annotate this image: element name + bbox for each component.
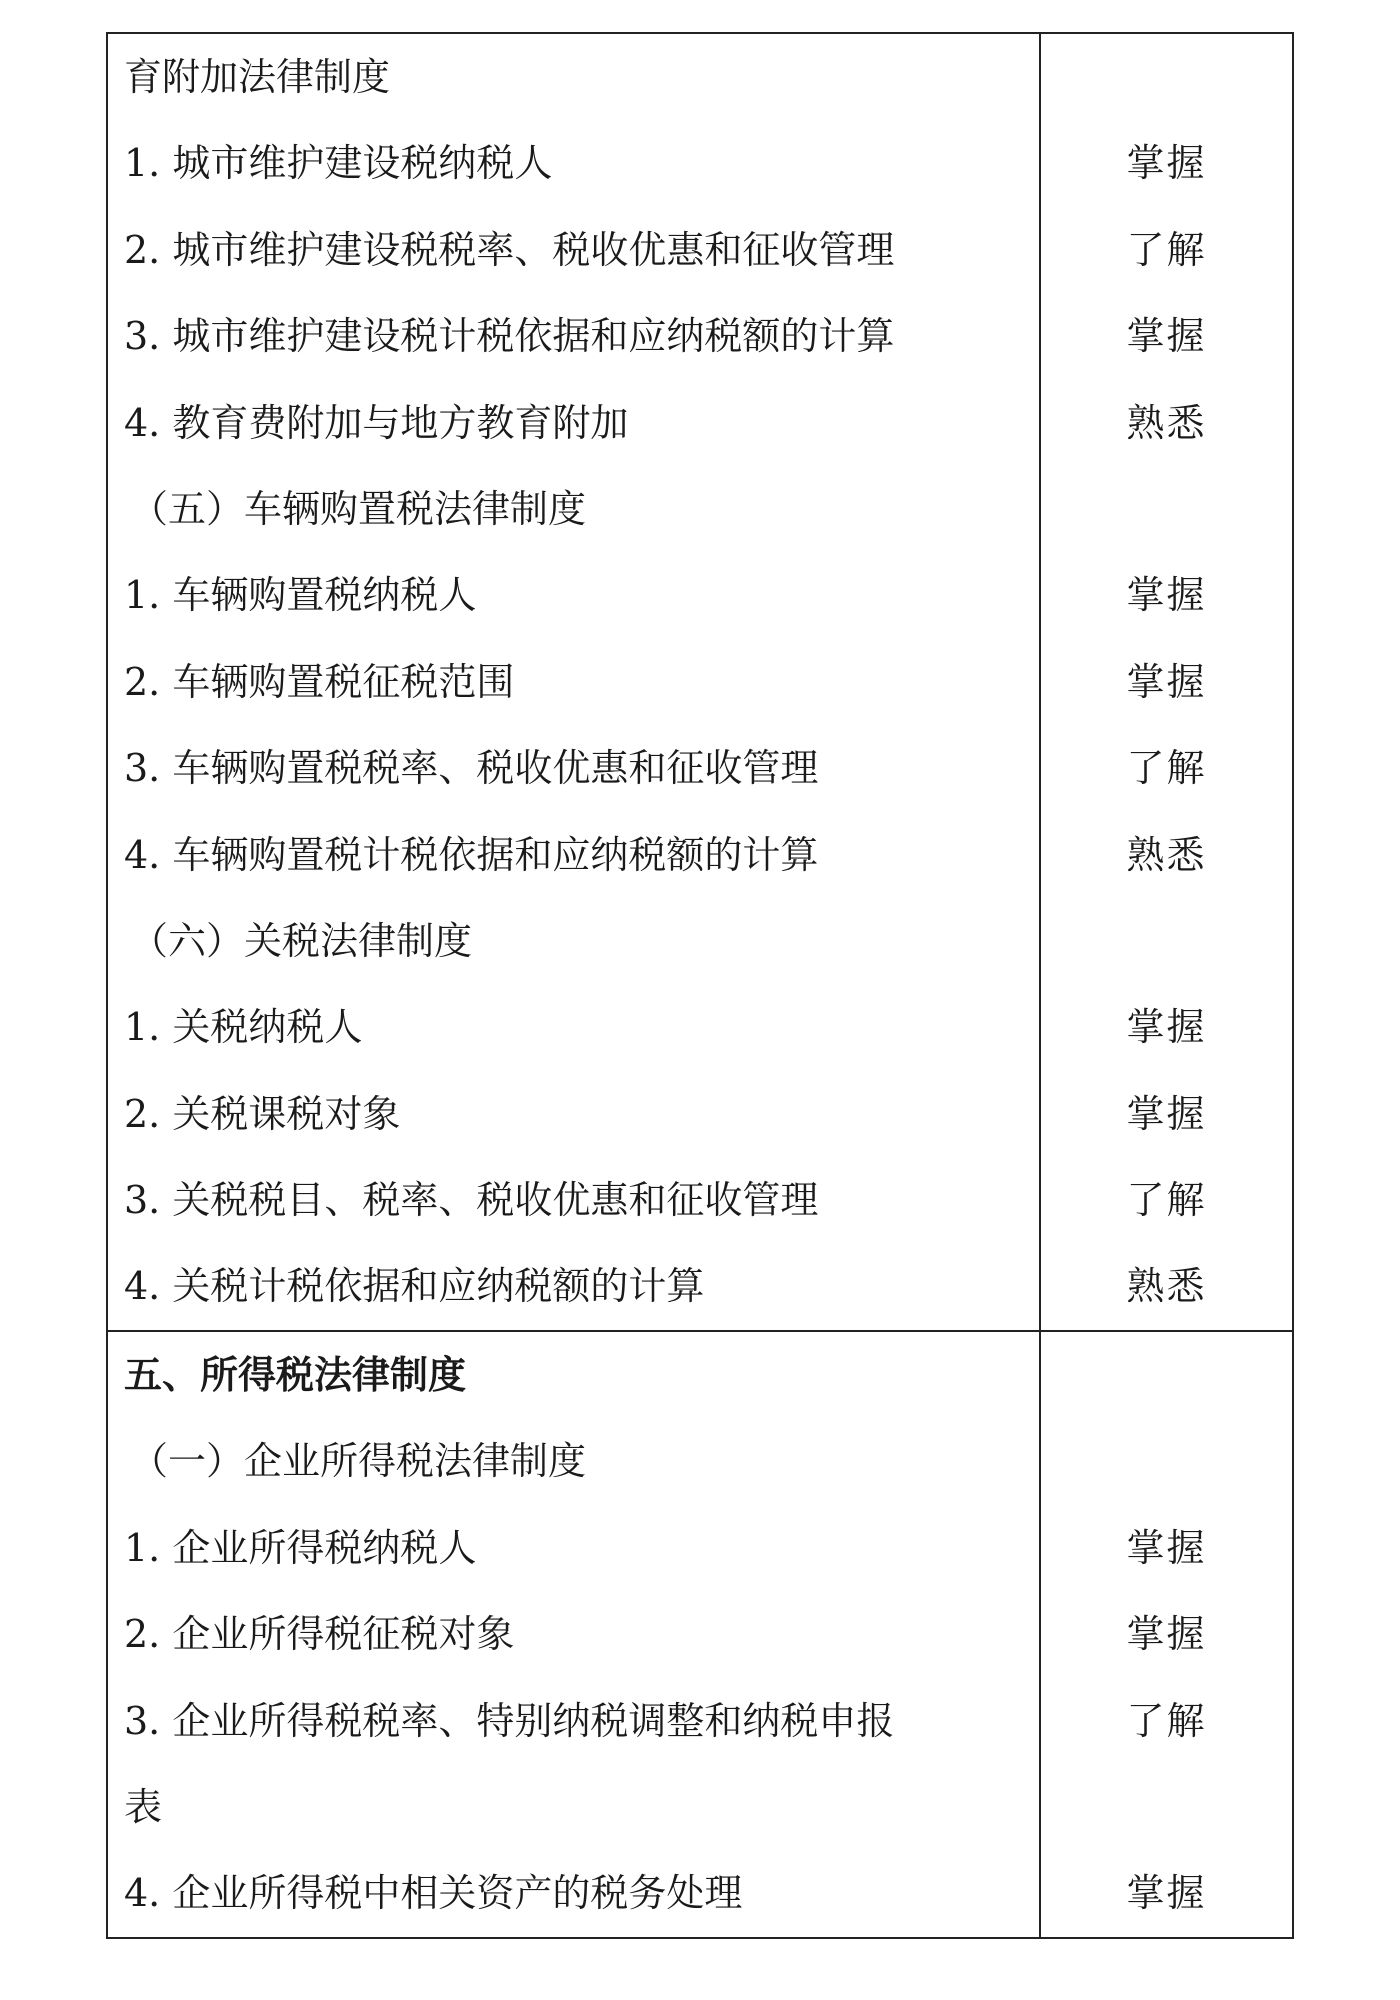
mastery-level: 掌握 <box>1126 1005 1207 1050</box>
topic-cell <box>107 1331 1040 1938</box>
table-row <box>107 33 1293 1331</box>
topic-item: 3. 城市维护建设税计税依据和应纳税额的计算 <box>124 314 895 359</box>
mastery-level: 了解 <box>1126 227 1207 272</box>
topic-item: 4. 关税计税依据和应纳税额的计算 <box>124 1264 705 1309</box>
mastery-level <box>1041 1418 1292 1504</box>
topic-item: 育附加法律制度 <box>124 55 391 99</box>
mastery-level: 了解 <box>1126 1178 1207 1223</box>
topic-item: 1. 车辆购置税纳税人 <box>124 573 477 618</box>
mastery-level: 掌握 <box>1126 659 1207 704</box>
topic-item: 3. 关税税目、税率、税收优惠和征收管理 <box>124 1178 819 1223</box>
topic-item: 2. 城市维护建设税税率、税收优惠和征收管理 <box>124 227 895 272</box>
mastery-level: 熟悉 <box>1126 400 1207 445</box>
topic-item: 2. 关税课税对象 <box>124 1091 401 1136</box>
mastery-level: 掌握 <box>1126 314 1207 359</box>
topic-cell <box>107 33 1040 1331</box>
topic-item: 2. 车辆购置税征税范围 <box>124 659 515 704</box>
mastery-level: 掌握 <box>1126 1091 1207 1136</box>
topic-item: 表 <box>124 1784 163 1829</box>
syllabus-table <box>106 32 1294 1939</box>
mastery-level <box>1041 34 1292 120</box>
topic-item: 4. 车辆购置税计税依据和应纳税额的计算 <box>124 832 819 877</box>
topic-item: 2. 企业所得税征税对象 <box>124 1612 515 1657</box>
mastery-level: 了解 <box>1126 1698 1207 1743</box>
mastery-level <box>1041 898 1292 984</box>
section-heading: 五、所得税法律制度 <box>124 1353 467 1397</box>
mastery-level: 掌握 <box>1126 1612 1207 1657</box>
subsection-heading: （五）车辆购置税法律制度 <box>130 486 587 531</box>
mastery-level: 掌握 <box>1126 573 1207 618</box>
subsection-heading: （六）关税法律制度 <box>130 918 473 963</box>
mastery-level: 了解 <box>1126 746 1207 791</box>
mastery-level: 掌握 <box>1126 141 1207 186</box>
topic-item: 1. 企业所得税纳税人 <box>124 1525 477 1570</box>
mastery-level <box>1041 466 1292 552</box>
level-cell <box>1040 1331 1293 1938</box>
topic-item: 4. 企业所得税中相关资产的税务处理 <box>124 1871 743 1916</box>
topic-item: 4. 教育费附加与地方教育附加 <box>124 400 629 445</box>
table-row <box>107 1331 1293 1938</box>
mastery-level: 掌握 <box>1126 1525 1207 1570</box>
mastery-level <box>1041 1764 1292 1850</box>
topic-item: 1. 关税纳税人 <box>124 1005 363 1050</box>
mastery-level: 熟悉 <box>1126 1264 1207 1309</box>
topic-item: 3. 企业所得税税率、特别纳税调整和纳税申报 <box>124 1698 895 1743</box>
topic-item: 1. 城市维护建设税纳税人 <box>124 141 553 186</box>
subsection-heading: （一）企业所得税法律制度 <box>130 1439 587 1484</box>
mastery-level: 熟悉 <box>1126 832 1207 877</box>
topic-item: 3. 车辆购置税税率、税收优惠和征收管理 <box>124 746 819 791</box>
mastery-level <box>1041 1332 1292 1418</box>
mastery-level: 掌握 <box>1126 1871 1207 1916</box>
level-cell <box>1040 33 1293 1331</box>
